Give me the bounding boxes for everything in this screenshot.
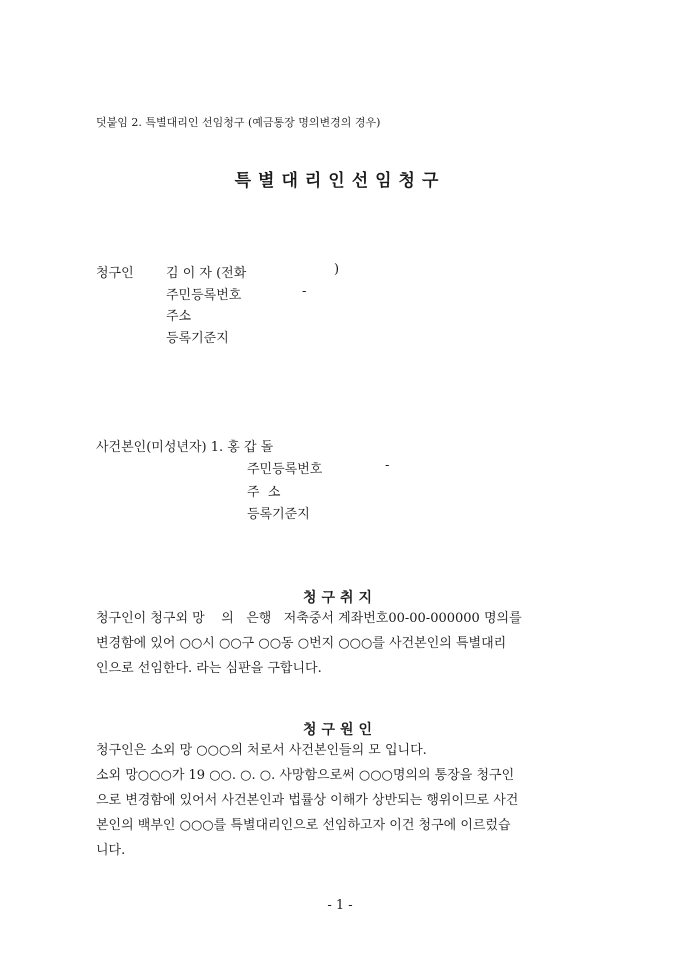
purpose-line: 변경함에 있어 ○○시 ○○구 ○○동 ○번지 ○○○를 사건본인의 특별대리	[96, 636, 507, 651]
cause-line: 소외 망○○○가 19 ○○. ○. ○. 사망함으로써 ○○○명의의 통장을 청구인	[96, 768, 515, 783]
claimant-rrn-label: 주민등록번호	[166, 288, 242, 303]
principal-label: 사건본인(미성년자) 1. 홍 갑 돌	[96, 440, 274, 455]
principal-registry-label: 등록기준지	[247, 507, 310, 522]
claimant-rrn-dash: -	[302, 284, 307, 299]
cause-line: 청구인은 소외 망 ○○○의 처로서 사건본인들의 모 입니다.	[96, 743, 427, 758]
cause-line: 으로 변경함에 있어서 사건본인과 법률상 이해가 상반되는 행위이므로 사건	[96, 793, 519, 808]
page-number: - 1 -	[327, 898, 353, 913]
claimant-registry-label: 등록기준지	[166, 331, 229, 346]
claimant-phone-close: )	[334, 262, 340, 277]
header-note: 덧붙임 2. 특별대리인 선임청구 (예금통장 명의변경의 경우)	[96, 116, 381, 129]
cause-line: 본인의 백부인 ○○○를 특별대리인으로 선임하고자 이건 청구에 이르렀습	[96, 818, 511, 833]
purpose-paragraph	[96, 606, 586, 681]
claimant-address-label: 주소	[166, 309, 192, 324]
document-title: 특별대리인선임청구	[234, 171, 446, 191]
claimant-name: 김 이 자 (전화	[166, 266, 247, 281]
purpose-line: 인으로 선임한다. 라는 심판을 구합니다.	[96, 661, 322, 676]
cause-title: 청구원인	[302, 722, 378, 738]
principal-rrn-dash: -	[385, 458, 390, 473]
cause-paragraph	[96, 738, 586, 863]
principal-rrn-label: 주민등록번호	[247, 462, 323, 477]
principal-address-label: 주 소	[247, 485, 281, 500]
claimant-label: 청구인	[96, 266, 134, 281]
purpose-title: 청구취지	[302, 590, 378, 606]
cause-line: 니다.	[96, 843, 126, 858]
purpose-line: 청구인이 청구외 망 의 은행 저축중서 계좌번호00-00-000000 명의를	[96, 611, 522, 626]
